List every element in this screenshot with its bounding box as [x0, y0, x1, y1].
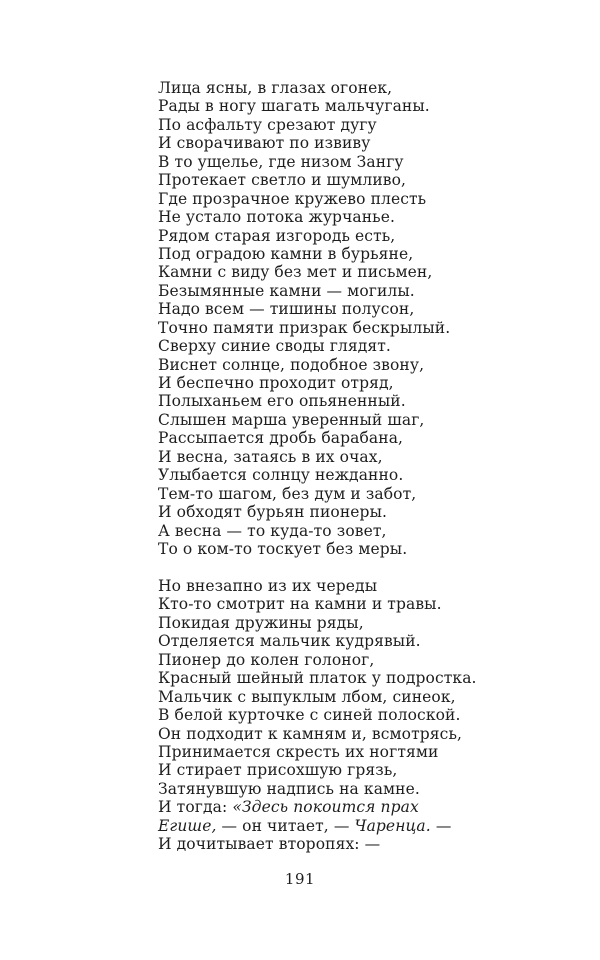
epitaph-quote: «Здесь покоится прах: [232, 798, 419, 817]
verse-line: Не устало потока журчанье.: [158, 208, 396, 227]
verse-line-part: — он читает, —: [216, 816, 355, 835]
stanza-2: [158, 577, 538, 854]
verse-line: И весна, затаясь в их очах,: [158, 447, 383, 466]
verse-line: Полыханьем его опьяненный.: [158, 392, 406, 411]
verse-line-part: —: [430, 816, 452, 835]
verse-line: Но внезапно из их череды: [158, 577, 378, 595]
verse-line: Принимается скресть их ногтями: [158, 742, 439, 761]
verse-line: То о ком-то тоскует без меры.: [158, 539, 408, 558]
verse-line-epitaph-intro: [158, 798, 538, 816]
verse-line: Под оградою камни в бурьяне,: [158, 244, 414, 263]
verse-line: И обходят бурьян пионеры.: [158, 503, 388, 522]
verse-line: Безымянные камни — могилы.: [158, 281, 415, 300]
verse-line: Он подходит к камням и, всмотрясь,: [158, 724, 463, 743]
verse-line: Виснет солнце, подобное звону,: [158, 355, 425, 374]
verse-line: Протекает светло и шумливо,: [158, 171, 407, 190]
verse-line: Рады в ногу шагать мальчуганы.: [158, 97, 430, 116]
verse-line: Мальчик с выпуклым лбом, синеок,: [158, 687, 456, 706]
verse-line: Пионер до колен голоног,: [158, 650, 375, 669]
verse-line: И беспечно проходит отряд,: [158, 374, 394, 392]
verse-line: Лица ясны, в глазах огонек,: [158, 79, 393, 97]
verse-line: И дочитывает второпях: —: [158, 835, 381, 854]
epitaph-name-part: Егише,: [158, 816, 217, 835]
verse-line: В то ущелье, где низом Зангу: [158, 152, 404, 171]
page-number: 191: [284, 870, 316, 888]
verse-line: И сворачивают по извиву: [158, 134, 371, 153]
verse-line: Где прозрачное кружево плесть: [158, 189, 427, 208]
verse-line: Отделяется мальчик кудрявый.: [158, 632, 421, 651]
verse-line: Красный шейный платок у подростка.: [158, 669, 477, 688]
verse-line: По асфальту срезают дугу: [158, 115, 377, 134]
verse-line: Тем-то шагом, без дум и забот,: [158, 484, 417, 503]
epitaph-surname: Чаренца.: [354, 816, 431, 835]
verse-line: Покидая дружины ряды,: [158, 613, 364, 632]
verse-line: Камни с виду без мет и письмен,: [158, 263, 433, 282]
verse-line: Кто-то смотрит на камни и травы.: [158, 595, 442, 614]
verse-line: Затянувшую надпись на камне.: [158, 779, 420, 798]
verse-line: А весна — то куда-то зовет,: [158, 521, 387, 540]
verse-line: И стирает присохшую грязь,: [158, 761, 398, 780]
stanza-1: [158, 79, 538, 558]
verse-line-part: И тогда:: [158, 798, 233, 817]
verse-line-epitaph-name: [158, 817, 538, 835]
verse-line: Рассыпается дробь барабана,: [158, 429, 404, 448]
verse-line: Сверху синие своды глядят.: [158, 337, 391, 356]
verse-line: Надо всем — тишины полусон,: [158, 300, 415, 319]
verse-line: Точно памяти призрак бескрылый.: [158, 318, 451, 337]
verse-line: Рядом старая изгородь есть,: [158, 226, 396, 245]
verse-line: В белой курточке с синей полоской.: [158, 706, 461, 725]
verse-line: Слышен марша уверенный шаг,: [158, 410, 425, 429]
verse-line: Улыбается солнцу нежданно.: [158, 466, 404, 485]
